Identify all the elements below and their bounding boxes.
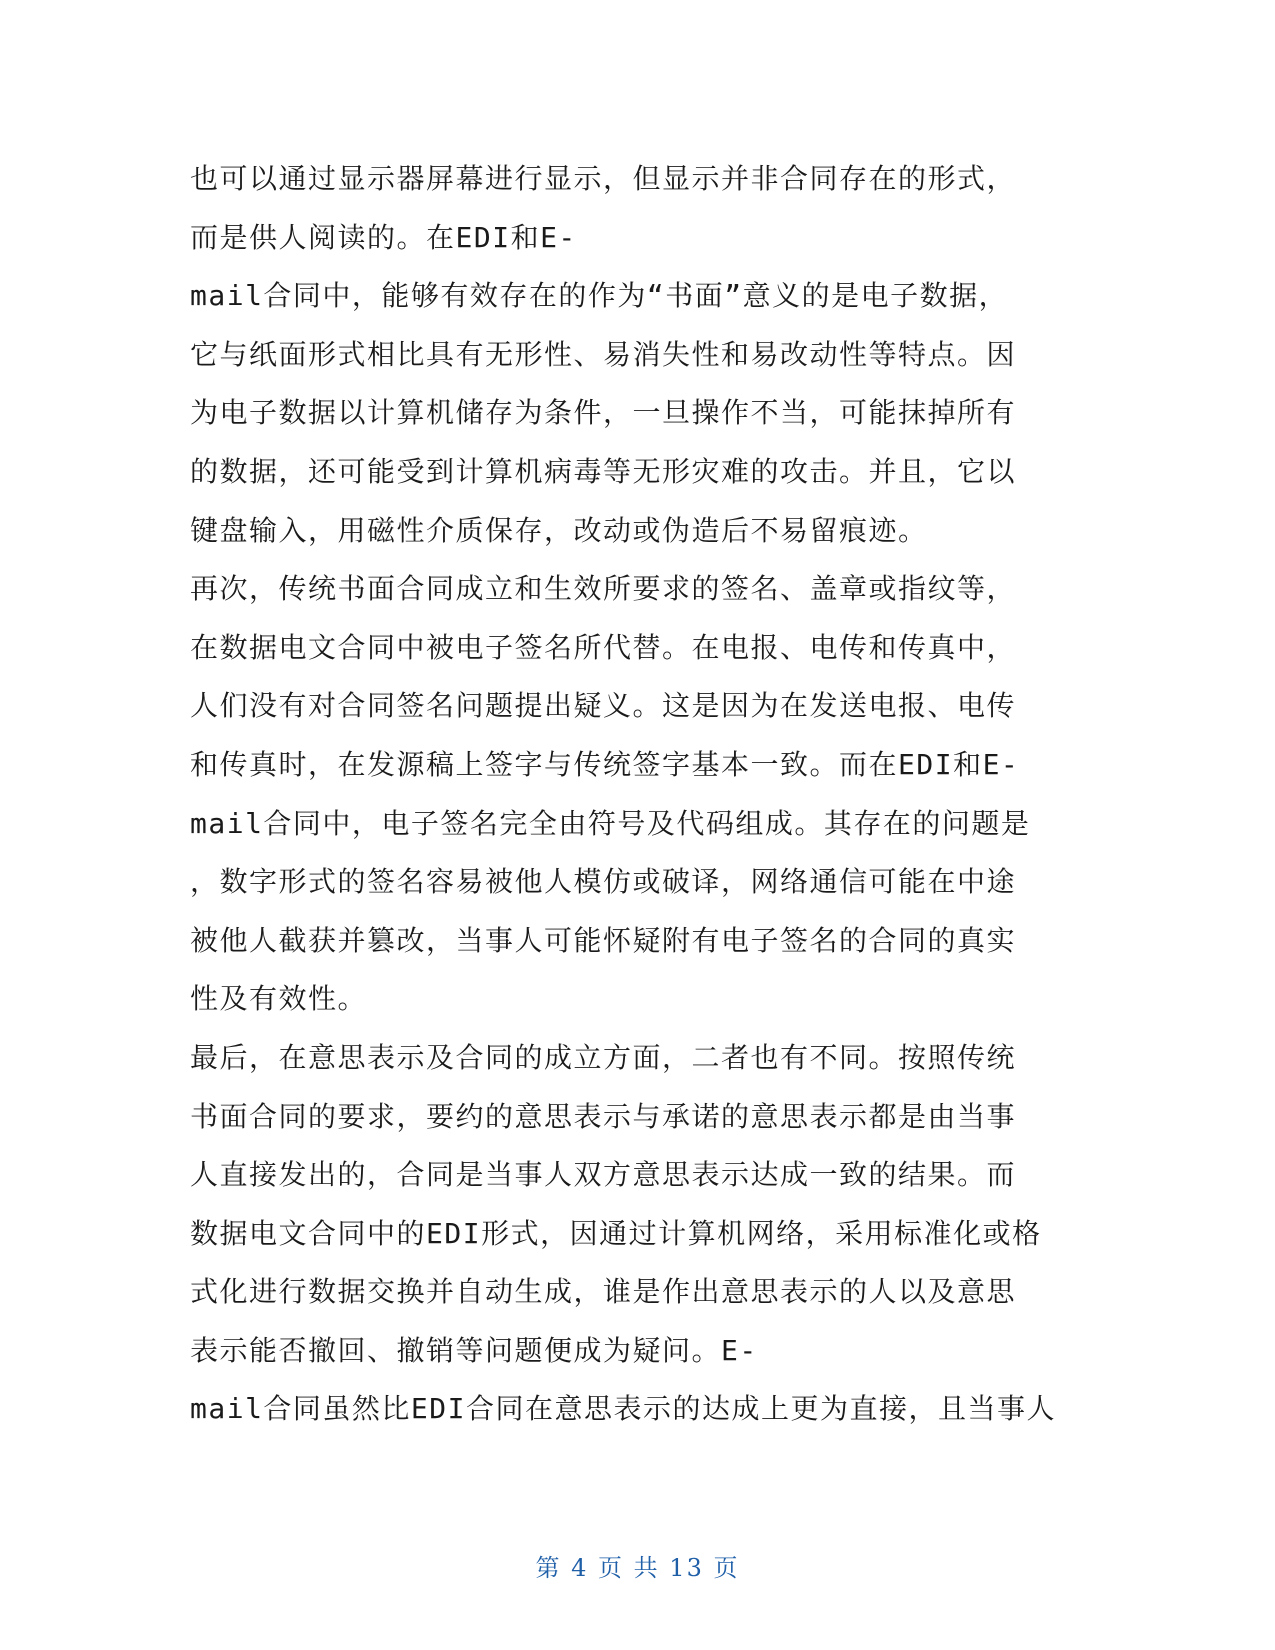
text-line: 再次，传统书面合同成立和生效所要求的签名、盖章或指纹等，	[190, 572, 1017, 606]
text-line: 而是供人阅读的。在EDI和E-	[190, 220, 577, 254]
text-line: 式化进行数据交换并自动生成，谁是作出意思表示的人以及意思	[190, 1275, 1017, 1309]
text-line: 和传真时，在发源稿上签字与传统签字基本一致。而在EDI和E-	[190, 747, 1020, 781]
body-text	[190, 150, 1090, 1439]
text-line: mail合同中，电子签名完全由符号及代码组成。其存在的问题是	[190, 806, 1031, 840]
text-line: 表示能否撤回、撤销等问题便成为疑问。E-	[190, 1333, 758, 1367]
text-line: 的数据，还可能受到计算机病毒等无形灾难的攻击。并且，它以	[190, 454, 1017, 488]
text-line: 人直接发出的，合同是当事人双方意思表示达成一致的结果。而	[190, 1158, 1017, 1192]
page-number-footer: 第 4 页 共 13 页	[535, 1554, 740, 1582]
text-line: 在数据电文合同中被电子签名所代替。在电报、电传和传真中，	[190, 630, 1017, 664]
text-line: 为电子数据以计算机储存为条件，一旦操作不当，可能抹掉所有	[190, 396, 1017, 430]
text-line: mail合同中，能够有效存在的作为“书面”意义的是电子数据，	[190, 279, 1009, 313]
text-line: 人们没有对合同签名问题提出疑义。这是因为在发送电报、电传	[190, 689, 1017, 723]
text-line: 也可以通过显示器屏幕进行显示，但显示并非合同存在的形式，	[190, 162, 1017, 195]
text-line: 被他人截获并篡改，当事人可能怀疑附有电子签名的合同的真实	[190, 923, 1017, 957]
text-line: 它与纸面形式相比具有无形性、易消失性和易改动性等特点。因	[190, 337, 1017, 371]
text-line: 键盘输入，用磁性介质保存，改动或伪造后不易留痕迹。	[190, 513, 928, 547]
text-line: mail合同虽然比EDI合同在意思表示的达成上更为直接，且当事人	[190, 1392, 1057, 1426]
text-line: 数据电文合同中的EDI形式，因通过计算机网络，采用标准化或格	[190, 1216, 1042, 1250]
text-line: 性及有效性。	[190, 982, 368, 1016]
text-line: 最后，在意思表示及合同的成立方面，二者也有不同。按照传统	[190, 1040, 1017, 1074]
text-line: 书面合同的要求，要约的意思表示与承诺的意思表示都是由当事	[190, 1099, 1017, 1133]
text-line: ，数字形式的签名容易被他人模仿或破译，网络通信可能在中途	[190, 865, 1017, 899]
